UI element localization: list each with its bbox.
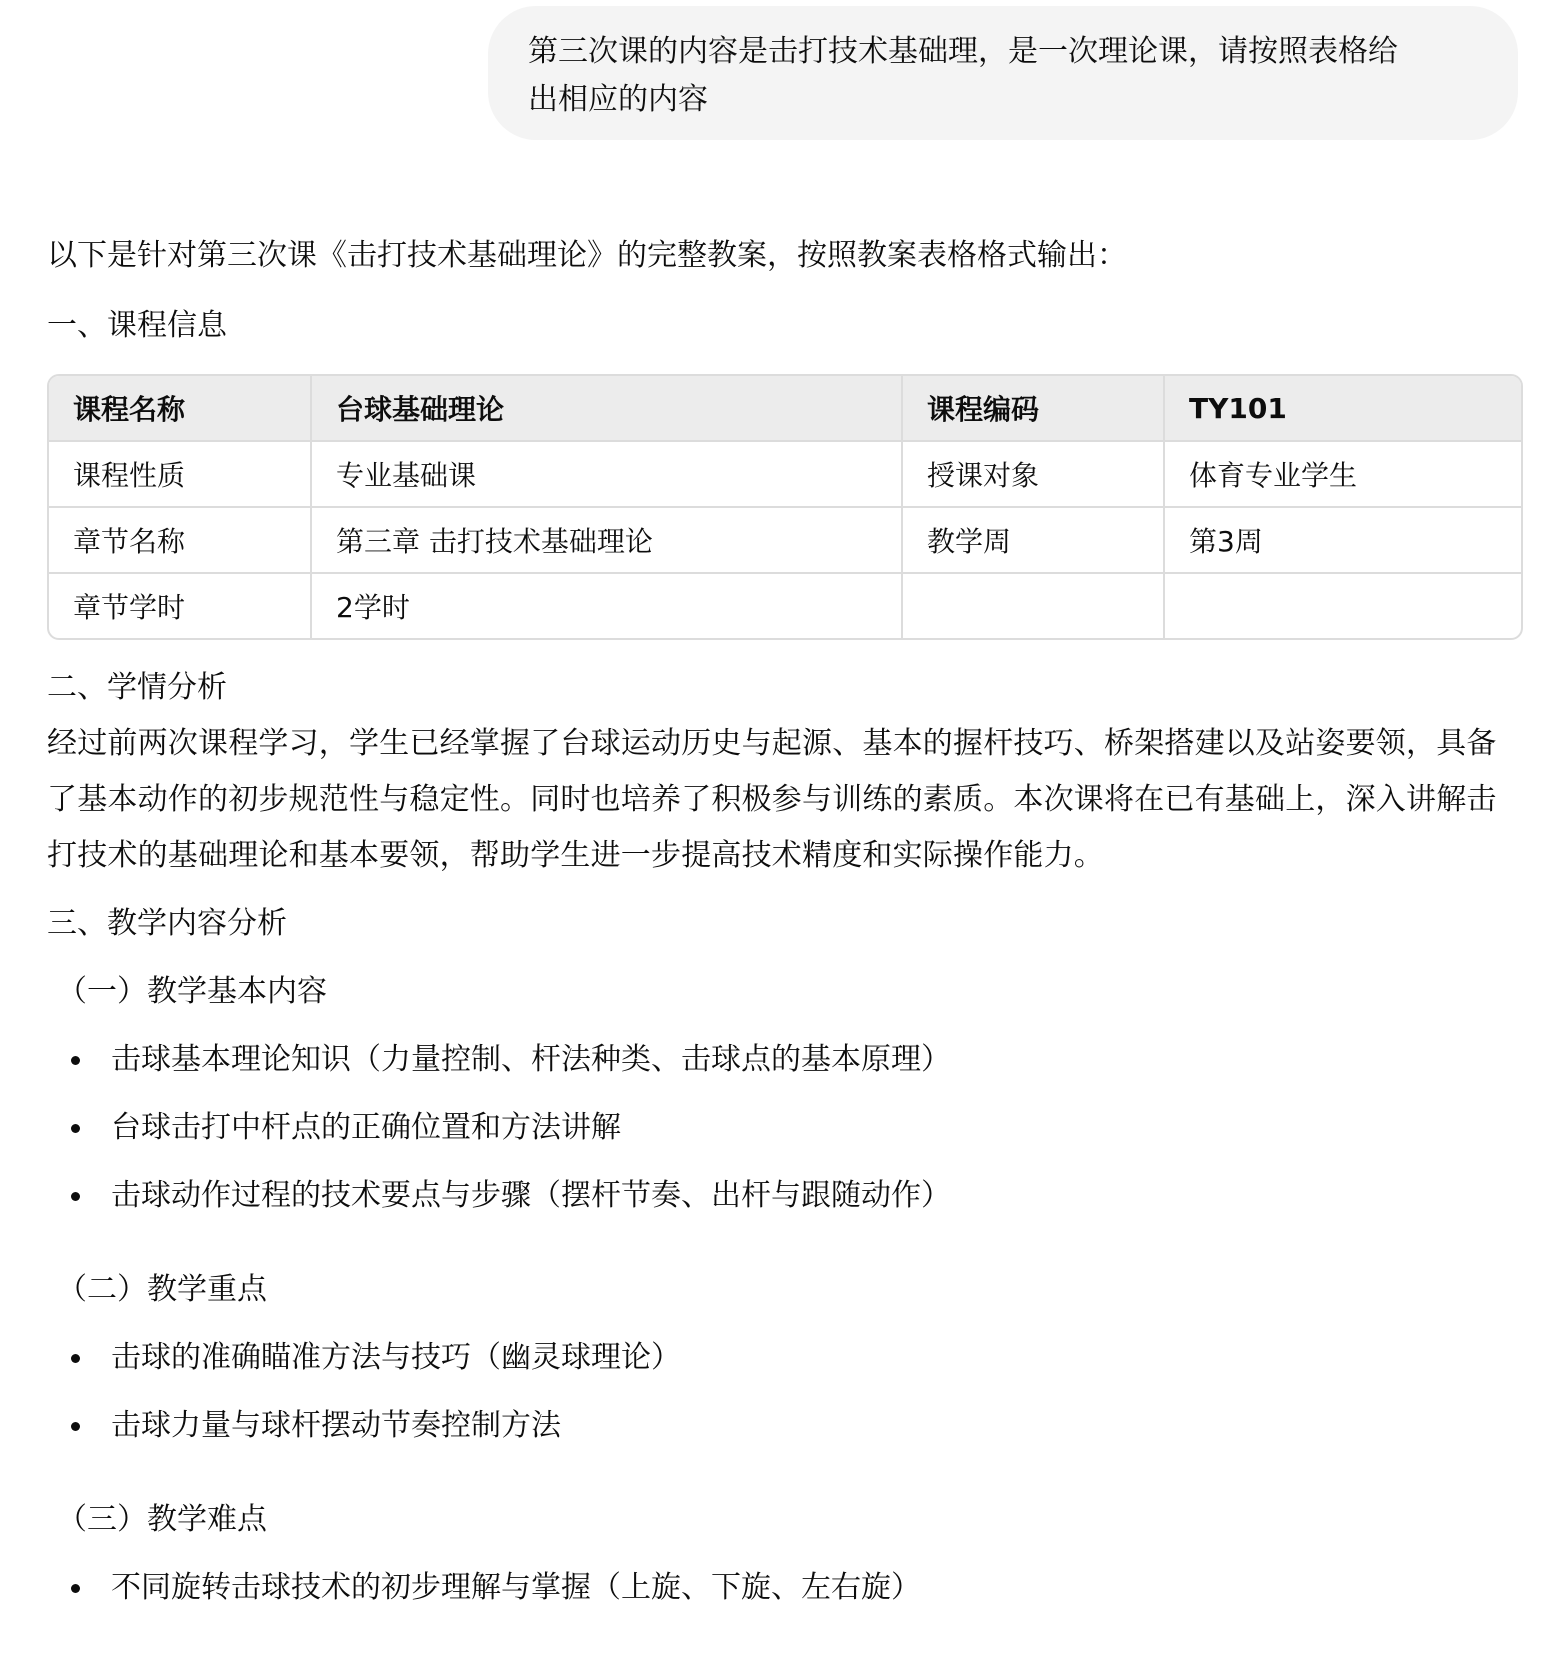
list-item	[47, 1330, 1519, 1386]
reply-intro: 以下是针对第三次课《击打技术基础理论》的完整教案，按照教案表格格式输出：	[47, 238, 1127, 273]
table-cell: 教学周	[902, 507, 1164, 573]
list-item-text: 台球击打中杆点的正确位置和方法讲解	[111, 1110, 621, 1145]
table-cell: 章节学时	[49, 573, 311, 638]
list-item-text: 击球基本理论知识（力量控制、杆法种类、击球点的基本原理）	[111, 1042, 951, 1077]
list-item	[47, 1398, 1519, 1454]
user-message-line1: 第三次课的内容是击打技术基础理，是一次理论课，请按照表格给	[528, 34, 1398, 69]
table-cell: 第3周	[1164, 507, 1521, 573]
learner-analysis-text: 经过前两次课程学习，学生已经掌握了台球运动历史与起源、基本的握杆技巧、桥架搭建以及站姿要领，具备了基本动作的初步规范性与稳定性。同时也培养了积极参与训练的素质。本次课将在已有基础上，深入讲解击打技术的基础理论和基本要领，帮助学生进一步提高技术精度和实际操作能力。	[47, 726, 1497, 873]
list-item	[47, 1168, 1519, 1224]
table-row	[49, 441, 1521, 507]
bullet-icon	[71, 1584, 80, 1593]
table-cell: 专业基础课	[311, 441, 902, 507]
list-item	[47, 1560, 1519, 1616]
list-item-text: 击球力量与球杆摆动节奏控制方法	[111, 1408, 561, 1443]
bullet-icon	[71, 1124, 80, 1133]
table-row	[49, 573, 1521, 638]
table-header-cell: 台球基础理论	[311, 376, 902, 441]
list-item-text: 不同旋转击球技术的初步理解与掌握（上旋、下旋、左右旋）	[111, 1570, 921, 1605]
table-cell: 第三章 击打技术基础理论	[311, 507, 902, 573]
section-content-analysis-title: 三、教学内容分析	[47, 906, 287, 941]
section-learner-analysis-title: 二、学情分析	[47, 670, 227, 705]
section-course-info-title: 一、课程信息	[47, 308, 227, 343]
bullet-icon	[71, 1056, 80, 1065]
list-item-text: 击球动作过程的技术要点与步骤（摆杆节奏、出杆与跟随动作）	[111, 1178, 951, 1213]
user-message-bubble	[488, 6, 1518, 140]
bullet-icon	[71, 1192, 80, 1201]
subsection-basic-content-title: （一）教学基本内容	[57, 974, 327, 1009]
table-row	[49, 507, 1521, 573]
key-points-list	[47, 1330, 1519, 1454]
table-cell: 2学时	[311, 573, 902, 638]
table-header-cell: 课程名称	[49, 376, 311, 441]
list-item	[47, 1032, 1519, 1088]
user-message-line2: 出相应的内容	[528, 82, 708, 117]
table-cell: 课程性质	[49, 441, 311, 507]
basic-content-list	[47, 1032, 1519, 1224]
bullet-icon	[71, 1422, 80, 1431]
table-cell	[902, 573, 1164, 638]
table-header-cell: 课程编码	[902, 376, 1164, 441]
list-item	[47, 1100, 1519, 1156]
subsection-difficulties-title: （三）教学难点	[57, 1502, 267, 1537]
table-cell: 体育专业学生	[1164, 441, 1521, 507]
table-header-row	[49, 376, 1521, 441]
table-cell	[1164, 573, 1521, 638]
difficulties-list	[47, 1560, 1519, 1616]
table-header-cell: TY101	[1164, 376, 1521, 441]
subsection-key-points-title: （二）教学重点	[57, 1272, 267, 1307]
course-info-table	[47, 374, 1523, 640]
table-cell: 章节名称	[49, 507, 311, 573]
assistant-reply	[47, 228, 1519, 1616]
table-cell: 授课对象	[902, 441, 1164, 507]
bullet-icon	[71, 1354, 80, 1363]
list-item-text: 击球的准确瞄准方法与技巧（幽灵球理论）	[111, 1340, 681, 1375]
